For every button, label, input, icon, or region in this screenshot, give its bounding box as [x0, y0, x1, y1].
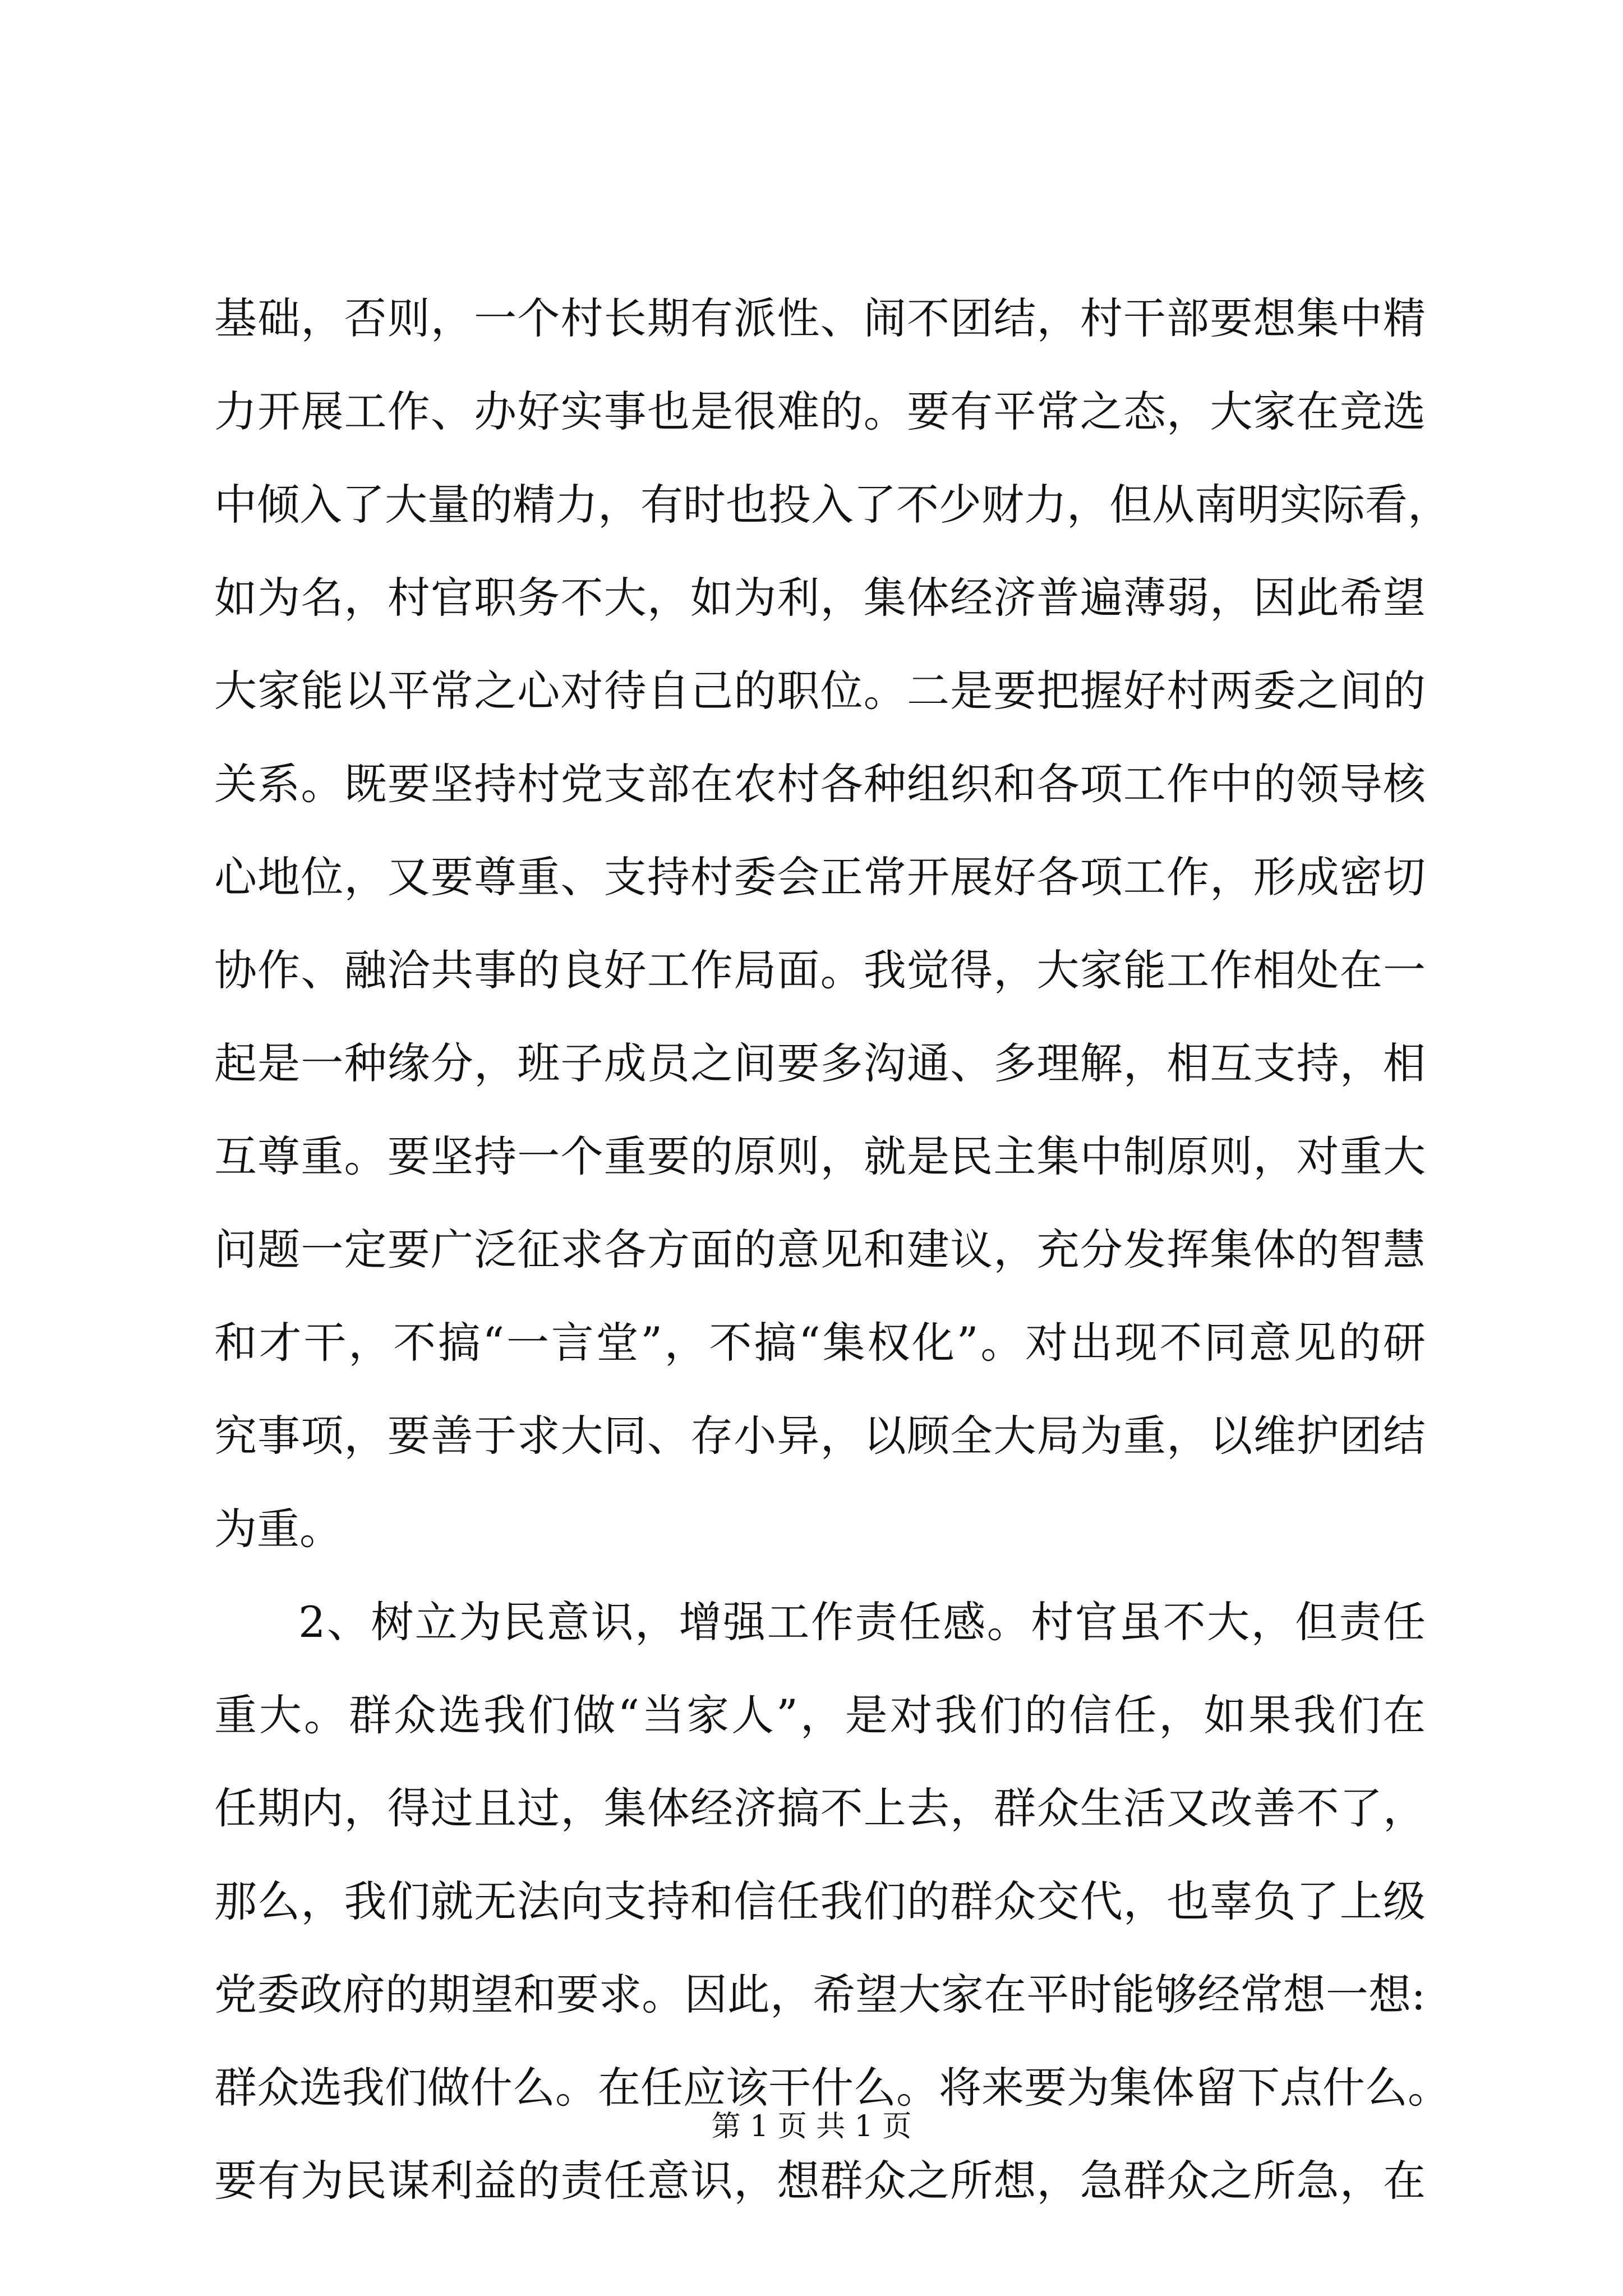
text-line: 力开展工作、办好实事也是很难的。要有平常之态，大家在竞选: [214, 386, 1426, 436]
text-line: 究事项，要善于求大同、存小异，以顾全大局为重，以维护团结: [214, 1411, 1426, 1461]
text-line: 互尊重。要坚持一个重要的原则，就是民主集中制原则，对重大: [214, 1131, 1426, 1181]
text-line: 问题一定要广泛征求各方面的意见和建议，充分发挥集体的智慧: [214, 1225, 1426, 1274]
text-line: 要有为民谋利益的责任意识，想群众之所想，急群众之所急，在: [214, 2156, 1426, 2206]
text-line: 基础，否则，一个村长期有派性、闹不团结，村干部要想集中精: [214, 293, 1426, 343]
document-body: [214, 293, 1450, 2253]
text-line: 起是一种缘分，班子成员之间要多沟通、多理解，相互支持，相: [214, 1038, 1426, 1088]
text-line: 中倾入了大量的精力，有时也投入了不少财力，但从南明实际看，: [214, 480, 1450, 530]
text-line: 大家能以平常之心对待自己的职位。二是要把握好村两委之间的: [214, 666, 1426, 716]
text-line: 任期内，得过且过，集体经济搞不上去，群众生活又改善不了，: [214, 1783, 1426, 1833]
text-line: 心地位，又要尊重、支持村委会正常开展好各项工作，形成密切: [214, 852, 1426, 902]
text-line: 关系。既要坚持村党支部在农村各种组织和各项工作中的领导核: [214, 759, 1426, 809]
text-line: 和才干，不搞“一言堂”，不搞“集权化”。对出现不同意见的研: [214, 1318, 1426, 1368]
paragraph-start-line: 2、树立为民意识，增强工作责任感。村官虽不大，但责任: [298, 1597, 1426, 1647]
text-line: 党委政府的期望和要求。因此，希望大家在平时能够经常想一想:: [214, 1970, 1426, 2019]
text-line: 为重。: [214, 1504, 342, 1554]
text-line: 协作、融洽共事的良好工作局面。我觉得，大家能工作相处在一: [214, 945, 1426, 995]
text-line: 重大。群众选我们做“当家人”，是对我们的信任，如果我们在: [214, 1690, 1426, 1740]
page-number-label: 第 1 页 共 1 页: [711, 2110, 912, 2143]
text-line: 如为名，村官职务不大，如为利，集体经济普遍薄弱，因此希望: [214, 573, 1426, 623]
text-line: 群众选我们做什么。在任应该干什么。将来要为集体留下点什么。: [214, 2063, 1450, 2113]
page-footer: [0, 2112, 1623, 2141]
text-line: 那么，我们就无法向支持和信任我们的群众交代，也辜负了上级: [214, 1876, 1426, 1926]
